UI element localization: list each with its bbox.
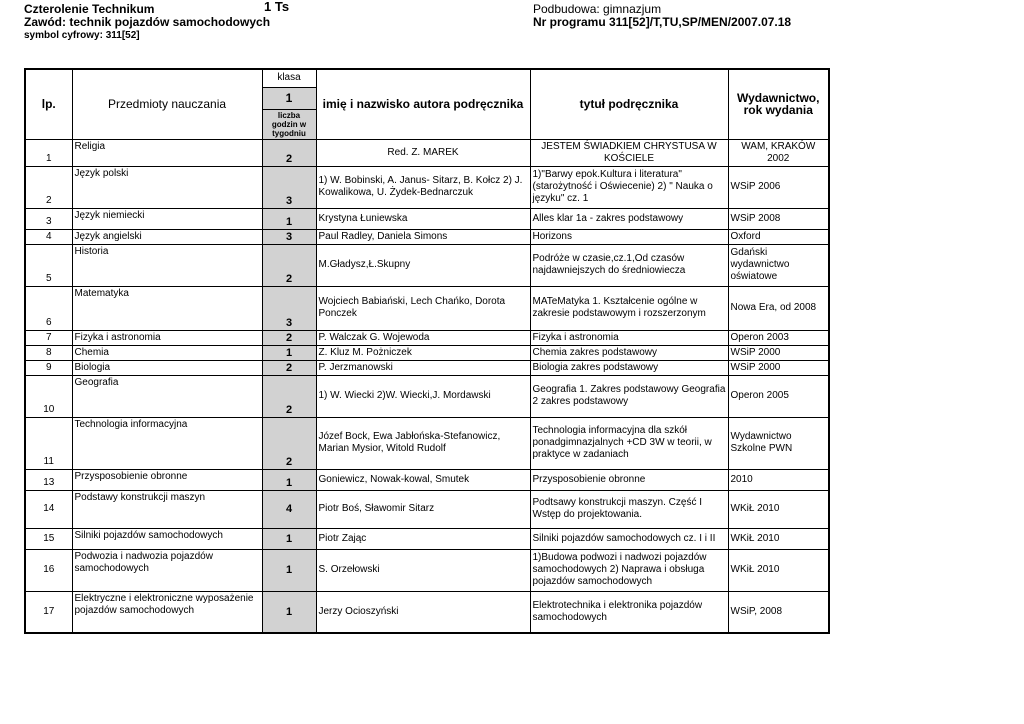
row-author: Goniewicz, Nowak-kowal, Smutek: [316, 469, 530, 490]
row-subject: Matematyka: [72, 286, 262, 330]
row-subject: Technologia informacyjna: [72, 417, 262, 469]
row-author: Jerzy Ocioszyński: [316, 591, 530, 633]
row-author: Wojciech Babiański, Lech Chańko, Dorota Ponczek: [316, 286, 530, 330]
header-subject: Przedmioty nauczania: [72, 69, 262, 139]
row-publisher: Nowa Era, od 2008: [728, 286, 829, 330]
row-lp: 16: [25, 549, 72, 591]
row-publisher: WKiŁ 2010: [728, 528, 829, 549]
profession: Zawód: technik pojazdów samochodowych: [24, 15, 271, 29]
row-subject: Geografia: [72, 375, 262, 417]
row-subject: Język angielski: [72, 229, 262, 244]
row-subject: Podstawy konstrukcji maszyn: [72, 490, 262, 528]
row-hours: 1: [262, 469, 316, 490]
row-subject: Język niemiecki: [72, 208, 262, 229]
row-author: M.Gładysz,Ł.Skupny: [316, 244, 530, 286]
row-author: P. Jerzmanowski: [316, 360, 530, 375]
row-lp: 3: [25, 208, 72, 229]
row-author: S. Orzełowski: [316, 549, 530, 591]
row-publisher: Operon 2003: [728, 330, 829, 345]
table-row: [25, 417, 829, 469]
table-row: [25, 330, 829, 345]
table-row: [25, 591, 829, 633]
row-author: 1) W. Wiecki 2)W. Wiecki,J. Mordawski: [316, 375, 530, 417]
row-title: Elektrotechnika i elektronika pojazdów samochodowych: [530, 591, 728, 633]
row-publisher: WSiP 2006: [728, 166, 829, 208]
table-row: [25, 208, 829, 229]
row-publisher: WSiP 2000: [728, 360, 829, 375]
school-name: Czterolenie Technikum: [24, 2, 155, 16]
header-klasa: klasa: [262, 69, 316, 87]
row-title: 1)"Barwy epok.Kultura i literatura" (starożytność i Oświecenie) 2) " Nauka o języku" cz. 1: [530, 166, 728, 208]
row-author: Krystyna Łuniewska: [316, 208, 530, 229]
row-publisher: WSiP, 2008: [728, 591, 829, 633]
row-publisher: Operon 2005: [728, 375, 829, 417]
row-lp: 17: [25, 591, 72, 633]
table-row: [25, 360, 829, 375]
row-title: Chemia zakres podstawowy: [530, 345, 728, 360]
row-author: Red. Z. MAREK: [316, 139, 530, 166]
table-row: [25, 139, 829, 166]
row-title: Podtsawy konstrukcji maszyn. Część I Wstęp do projektowania.: [530, 490, 728, 528]
row-hours: 2: [262, 330, 316, 345]
row-subject: Silniki pojazdów samochodowych: [72, 528, 262, 549]
row-lp: 8: [25, 345, 72, 360]
row-title: 1)Budowa podwozi i nadwozi pojazdów samochodowych 2) Naprawa i obsługa pojazdów samochodowych: [530, 549, 728, 591]
row-title: JESTEM ŚWIADKIEM CHRYSTUSA W KOŚCIELE: [530, 139, 728, 166]
row-publisher: WSiP 2000: [728, 345, 829, 360]
table-row: [25, 345, 829, 360]
row-author: Paul Radley, Daniela Simons: [316, 229, 530, 244]
row-hours: 1: [262, 208, 316, 229]
row-subject: Biologia: [72, 360, 262, 375]
row-title: Alles klar 1a - zakres podstawowy: [530, 208, 728, 229]
row-lp: 1: [25, 139, 72, 166]
row-title: Biologia zakres podstawowy: [530, 360, 728, 375]
header-author: imię i nazwisko autora podręcznika: [316, 69, 530, 139]
row-hours: 3: [262, 229, 316, 244]
table-row: [25, 375, 829, 417]
row-lp: 5: [25, 244, 72, 286]
row-title: Horizons: [530, 229, 728, 244]
row-publisher: WKiŁ 2010: [728, 549, 829, 591]
class-label: 1 Ts: [264, 0, 290, 14]
row-hours: 4: [262, 490, 316, 528]
row-publisher: 2010: [728, 469, 829, 490]
table-row: [25, 244, 829, 286]
row-hours: 1: [262, 528, 316, 549]
textbook-table: [24, 68, 830, 634]
row-lp: 6: [25, 286, 72, 330]
row-lp: 9: [25, 360, 72, 375]
row-subject: Podwozia i nadwozia pojazdów samochodowych: [72, 549, 262, 591]
row-title: MATeMatyka 1. Kształcenie ogólne w zakresie podstawowym i rozszerzonym: [530, 286, 728, 330]
table-row: [25, 528, 829, 549]
table-row: [25, 469, 829, 490]
table-row: [25, 286, 829, 330]
table-row: [25, 166, 829, 208]
header-publisher: Wydawnictwo, rok wydania: [728, 69, 829, 139]
row-lp: 2: [25, 166, 72, 208]
row-lp: 11: [25, 417, 72, 469]
row-author: Piotr Boś, Sławomir Sitarz: [316, 490, 530, 528]
row-lp: 13: [25, 469, 72, 490]
table-row: [25, 229, 829, 244]
basis: Podbudowa: gimnazjum: [533, 2, 662, 16]
row-title: Przysposobienie obronne: [530, 469, 728, 490]
row-title: Silniki pojazdów samochodowych cz. I i II: [530, 528, 728, 549]
row-title: Fizyka i astronomia: [530, 330, 728, 345]
program-number: Nr programu 311[52]/T,TU,SP/MEN/2007.07.18: [533, 15, 792, 29]
row-subject: Elektryczne i elektroniczne wyposażenie pojazdów samochodowych: [72, 591, 262, 633]
row-hours: 2: [262, 244, 316, 286]
table-row: [25, 549, 829, 591]
row-publisher: WSiP 2008: [728, 208, 829, 229]
row-subject: Język polski: [72, 166, 262, 208]
row-hours: 1: [262, 591, 316, 633]
row-title: Podróże w czasie,cz.1,Od czasów najdawniejszych do średniowiecza: [530, 244, 728, 286]
row-hours: 1: [262, 549, 316, 591]
row-lp: 4: [25, 229, 72, 244]
row-author: Józef Bock, Ewa Jabłońska-Stefanowicz, Marian Mysior, Witold Rudolf: [316, 417, 530, 469]
row-subject: Przysposobienie obronne: [72, 469, 262, 490]
row-lp: 15: [25, 528, 72, 549]
row-title: Technologia informacyjna dla szkół ponadgimnazjalnych +CD 3W w teorii, w praktyce w zadaniach: [530, 417, 728, 469]
row-subject: Religia: [72, 139, 262, 166]
row-hours: 2: [262, 375, 316, 417]
table-row: [25, 490, 829, 528]
row-publisher: Oxford: [728, 229, 829, 244]
row-subject: Historia: [72, 244, 262, 286]
symbol-code: symbol cyfrowy: 311[52]: [24, 30, 140, 41]
row-subject: Fizyka i astronomia: [72, 330, 262, 345]
row-author: Z. Kluz M. Pożniczek: [316, 345, 530, 360]
row-hours: 2: [262, 360, 316, 375]
row-hours: 3: [262, 166, 316, 208]
row-subject: Chemia: [72, 345, 262, 360]
row-lp: 10: [25, 375, 72, 417]
row-lp: 14: [25, 490, 72, 528]
row-hours: 3: [262, 286, 316, 330]
header-lp: lp.: [25, 69, 72, 139]
row-lp: 7: [25, 330, 72, 345]
row-hours: 2: [262, 139, 316, 166]
header-title: tytuł podręcznika: [530, 69, 728, 139]
row-hours: 2: [262, 417, 316, 469]
row-title: Geografia 1. Zakres podstawowy Geografia 2 zakres podstawowy: [530, 375, 728, 417]
row-publisher: WAM, KRAKÓW 2002: [728, 139, 829, 166]
row-publisher: WKiŁ 2010: [728, 490, 829, 528]
row-author: 1) W. Bobinski, A. Janus- Sitarz, B. Kołcz 2) J. Kowalikowa, U. Żydek-Bednarczuk: [316, 166, 530, 208]
row-author: P. Walczak G. Wojewoda: [316, 330, 530, 345]
row-author: Piotr Zając: [316, 528, 530, 549]
row-publisher: Gdański wydawnictwo oświatowe: [728, 244, 829, 286]
header-hours: liczba godzin w tygodniu: [262, 109, 316, 139]
header-klasa-number: 1: [262, 87, 316, 109]
row-hours: 1: [262, 345, 316, 360]
row-publisher: Wydawnictwo Szkolne PWN: [728, 417, 829, 469]
